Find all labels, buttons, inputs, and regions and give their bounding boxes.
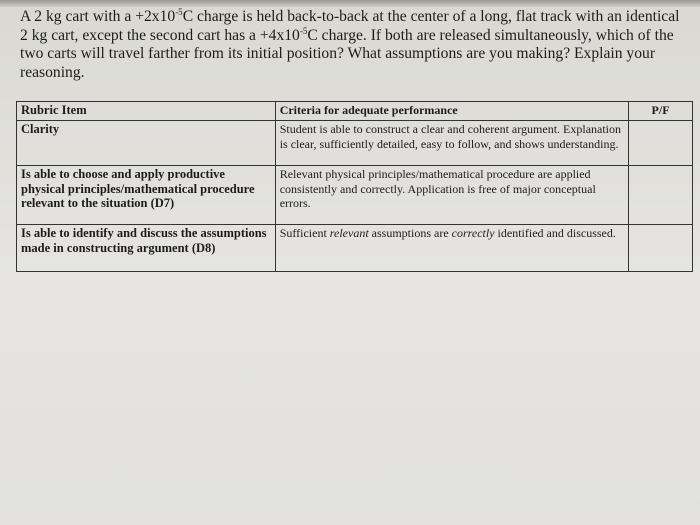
criteria-cell: Sufficient relevant assumptions are correctly identified and discussed. (275, 225, 628, 272)
exponent-1: -5 (175, 7, 183, 17)
pass-fail-cell (629, 166, 693, 225)
rubric-item: Is able to identify and discuss the assumptions made in constructing argument (D8) (17, 225, 276, 272)
rubric-item: Is able to choose and apply productive physical principles/mathematical procedure relevant to the situation (D7) (17, 166, 276, 225)
rubric-row-clarity (17, 121, 693, 166)
rubric-header-row (17, 102, 693, 121)
rubric-row-d8 (17, 225, 693, 272)
paper-shading (0, 300, 700, 525)
header-criteria: Criteria for adequate performance (275, 102, 628, 121)
rubric-item: Clarity (17, 121, 276, 166)
pass-fail-cell (629, 225, 693, 272)
criteria-cell: Relevant physical principles/mathematical procedure are applied consistently and correctly. Application is free of major conceptual errors. (275, 166, 628, 225)
question-text: A 2 kg cart with $a +2x10^{-5}C$ charge is held back-to-back at the center of a long, flat track with an identical 2 kg cart, except the second cart has $a +4x10^{-5}C$ charge. If both are released simultaneously, which of the two carts will travel farther from its initial position? What assumptions are you making? Explain your reasoning. (20, 7, 680, 81)
header-pass-fail: P/F (629, 102, 693, 121)
emphasis-relevant: relevant (329, 226, 369, 240)
exponent-2: -5 (299, 25, 308, 36)
rubric-row-d7 (17, 166, 693, 225)
criteria-cell: Student is able to construct a clear and coherent argument. Explanation is clear, sufficiently detailed, easy to follow, and shows understanding. (275, 121, 628, 166)
header-rubric-item: Rubric Item (17, 102, 276, 121)
torn-top-edge (0, 0, 700, 7)
pass-fail-cell (629, 121, 693, 166)
emphasis-correctly: correctly (451, 226, 495, 240)
rubric-table (16, 101, 693, 272)
